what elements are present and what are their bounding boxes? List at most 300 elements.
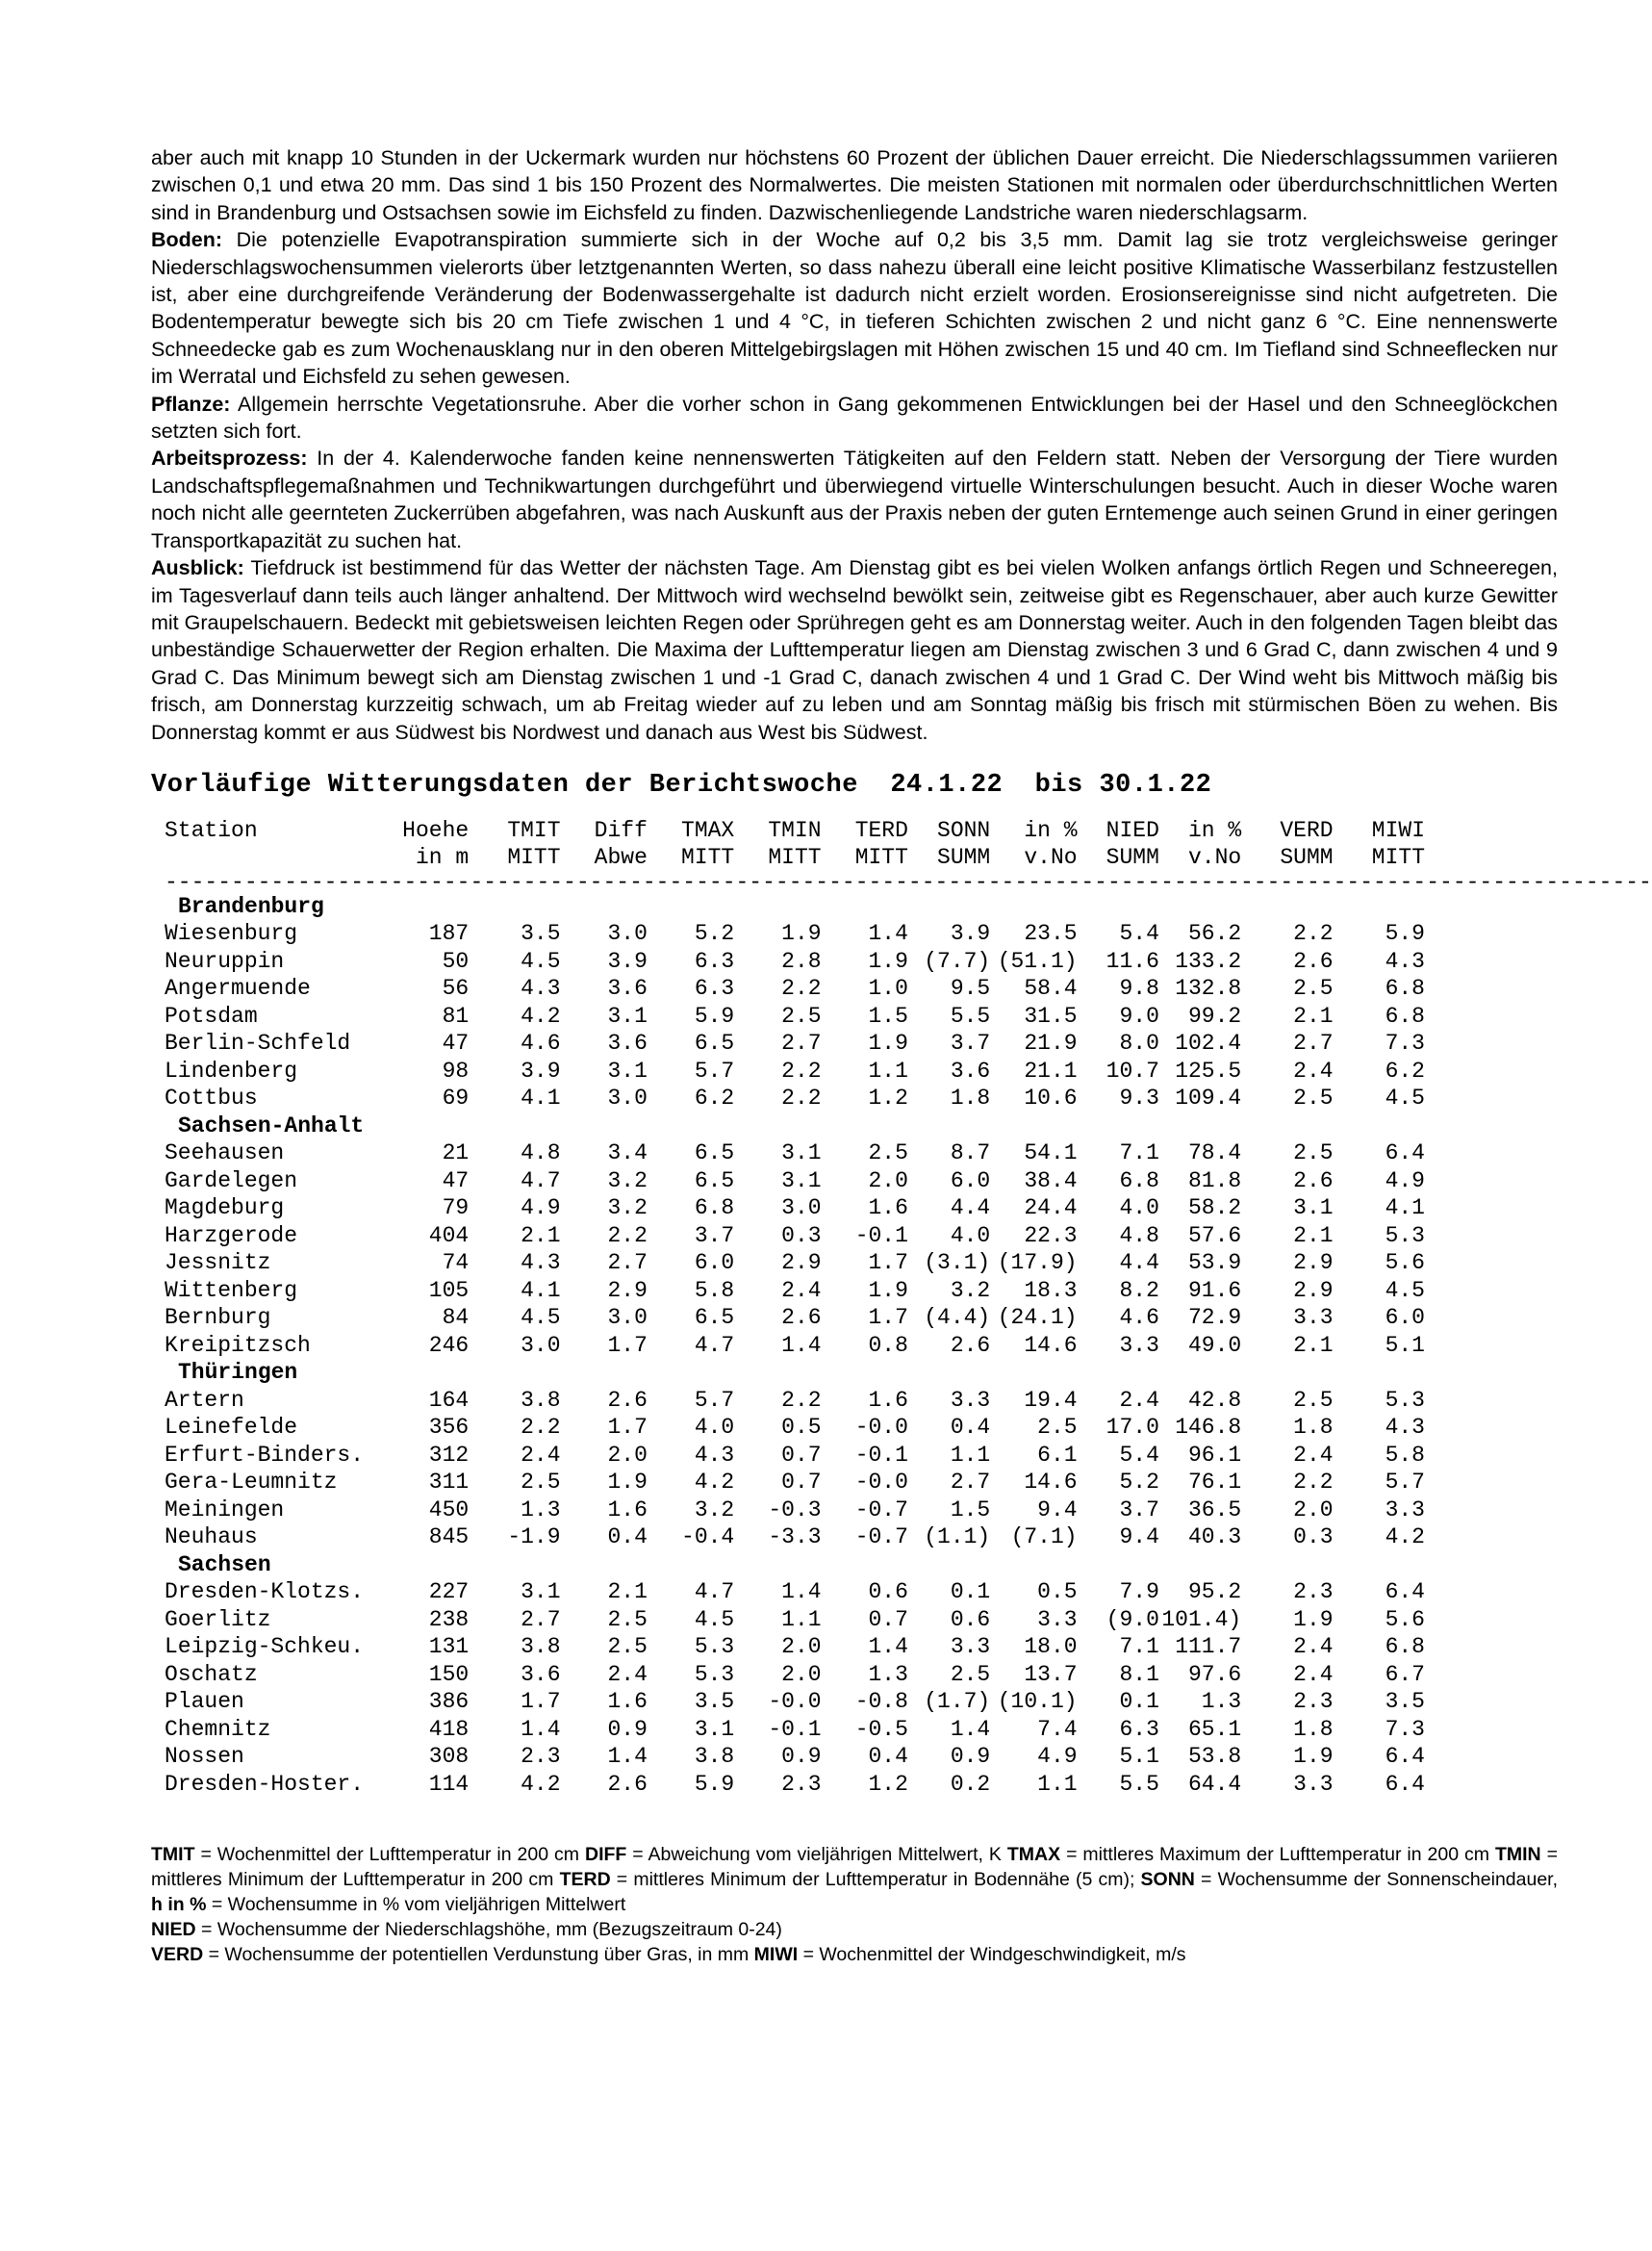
table-row (165, 1414, 1425, 1442)
table-row (165, 1469, 1425, 1496)
cell-tmax: 4.7 (694, 1579, 735, 1605)
cell-terd: -0.7 (854, 1496, 908, 1522)
cell-tmit: 2.4 (521, 1442, 561, 1468)
cell-sonn-pct: 0.5 (1037, 1579, 1078, 1605)
cell-verd: 2.4 (1293, 1058, 1334, 1084)
cell-sonn-pct: 21.1 (1024, 1058, 1078, 1084)
cell-nied-pct: 56.2 (1187, 921, 1242, 947)
column-header-diff: Diff (594, 817, 648, 843)
cell-nied-pct: 132.8 (1175, 976, 1242, 1002)
cell-nied-pct: 133.2 (1175, 948, 1242, 974)
cell-miwi: 3.3 (1385, 1496, 1425, 1522)
cell-diff: 1.6 (607, 1689, 648, 1715)
cell-sonn-pct: 2.5 (1037, 1415, 1078, 1441)
cell-tmit: 4.2 (521, 1003, 561, 1029)
cell-tmin: 1.1 (781, 1606, 822, 1632)
cell-terd: -0.5 (854, 1716, 908, 1742)
cell-sonn-pct: 24.4 (1024, 1195, 1078, 1221)
cell-nied-pct: 125.5 (1175, 1058, 1242, 1084)
cell-tmin: 0.7 (781, 1470, 822, 1496)
text-pflanze: Allgemein herrschte Vegetationsruhe. Aber die vorher schon in Gang gekommenen Entwicklungen bei der Hasel und den Schneeglöckchen setzten sich fort. (151, 392, 1558, 444)
cell-nied: 7.1 (1119, 1634, 1159, 1660)
cell-tmax: 6.5 (694, 1140, 735, 1166)
cell-sonn: 3.2 (950, 1277, 991, 1303)
cell-miwi: 5.7 (1385, 1470, 1425, 1496)
table-row (165, 1442, 1425, 1470)
cell-tmax: 4.7 (694, 1332, 735, 1358)
column-header-sonn-pct: in % (1024, 817, 1078, 843)
cell-station: Dresden-Klotzs. (165, 1579, 365, 1605)
cell-terd: -0.7 (854, 1524, 908, 1550)
cell-hoehe: 311 (428, 1470, 470, 1496)
cell-diff: 1.7 (607, 1415, 648, 1441)
cell-tmin: 3.1 (781, 1140, 822, 1166)
cell-verd: 0.3 (1293, 1524, 1334, 1550)
cell-tmax: 5.9 (694, 1771, 735, 1797)
cell-station: Harzgerode (165, 1222, 298, 1248)
cell-tmin: 2.6 (781, 1305, 822, 1331)
cell-tmax: 5.3 (694, 1634, 735, 1660)
cell-diff: 3.2 (607, 1167, 648, 1193)
legend-line-1 (151, 1842, 1558, 1917)
cell-sonn: 0.1 (950, 1579, 991, 1605)
legend-key-nied: NIED (151, 1919, 196, 1941)
cell-tmit: 3.9 (521, 1058, 561, 1084)
cell-sonn-pct: 18.0 (1024, 1634, 1078, 1660)
paragraph-pflanze (151, 391, 1558, 446)
table-row (165, 1578, 1425, 1606)
table-row (165, 1716, 1425, 1744)
cell-verd: 1.8 (1293, 1716, 1334, 1742)
cell-tmin: 0.5 (781, 1415, 822, 1441)
column-unit-sonn-pct: v.No (1024, 845, 1078, 871)
column-header-miwi: MIWI (1371, 817, 1425, 843)
cell-miwi: 5.6 (1385, 1606, 1425, 1632)
cell-station: Seehausen (165, 1140, 285, 1166)
cell-verd: 2.1 (1293, 1332, 1334, 1358)
cell-sonn: 3.9 (950, 921, 991, 947)
cell-diff: 0.4 (607, 1524, 648, 1550)
cell-diff: 2.0 (607, 1442, 648, 1468)
cell-sonn-pct: (7.1) (1010, 1524, 1078, 1550)
cell-tmax: 3.7 (694, 1222, 735, 1248)
cell-station: Wiesenburg (165, 921, 298, 947)
region-name: Brandenburg (178, 893, 324, 919)
column-unit-nied-pct: v.No (1187, 845, 1242, 871)
cell-tmax: 4.2 (694, 1470, 735, 1496)
cell-sonn-pct: 1.1 (1037, 1771, 1078, 1797)
cell-tmin: 2.2 (781, 1387, 822, 1413)
cell-sonn: 1.5 (950, 1496, 991, 1522)
cell-hoehe: 312 (428, 1442, 470, 1468)
label-pflanze: Pflanze: (151, 392, 231, 416)
column-unit-tmin: MITT (768, 845, 822, 871)
cell-verd: 1.9 (1293, 1606, 1334, 1632)
cell-diff: 3.0 (607, 1305, 648, 1331)
report-text (151, 144, 1558, 746)
column-header-verd: VERD (1280, 817, 1334, 843)
cell-diff: 3.1 (607, 1003, 648, 1029)
cell-station: Leipzig-Schkeu. (165, 1634, 365, 1660)
cell-tmin: 3.0 (781, 1195, 822, 1221)
table-row (165, 1496, 1425, 1524)
cell-nied: 4.8 (1119, 1222, 1159, 1248)
cell-sonn: 0.4 (950, 1415, 991, 1441)
cell-nied: (9.0 (1106, 1606, 1159, 1632)
cell-hoehe: 238 (428, 1606, 470, 1632)
cell-tmin: 1.4 (781, 1579, 822, 1605)
cell-hoehe: 164 (428, 1387, 470, 1413)
cell-sonn-pct: (10.1) (997, 1689, 1078, 1715)
column-unit-terd: MITT (854, 845, 908, 871)
cell-tmin: 2.0 (781, 1634, 822, 1660)
cell-diff: 3.0 (607, 921, 648, 947)
column-header-nied-pct: in % (1187, 817, 1242, 843)
cell-nied: 8.2 (1119, 1277, 1159, 1303)
legend-desc-tmax: = mittleres Maximum der Lufttemperatur in 200 cm (1060, 1844, 1495, 1866)
cell-nied: 6.3 (1119, 1716, 1159, 1742)
table-row (165, 1277, 1425, 1305)
cell-sonn-pct: 9.4 (1037, 1496, 1078, 1522)
table-row (165, 1030, 1425, 1058)
cell-tmax: -0.4 (681, 1524, 735, 1550)
cell-tmit: 4.3 (521, 1250, 561, 1276)
legend (151, 1842, 1558, 1967)
table-row (165, 948, 1425, 976)
cell-tmit: 4.7 (521, 1167, 561, 1193)
cell-hoehe: 150 (428, 1661, 470, 1687)
cell-terd: 1.2 (868, 1771, 908, 1797)
table-row (165, 1085, 1425, 1113)
cell-diff: 2.9 (607, 1277, 648, 1303)
column-unit-tmax: MITT (681, 845, 735, 871)
cell-nied-pct: 53.8 (1187, 1744, 1242, 1770)
table-row (165, 1661, 1425, 1689)
cell-tmin: 1.9 (781, 921, 822, 947)
cell-diff: 3.1 (607, 1058, 648, 1084)
table-separator (165, 872, 1425, 893)
cell-station: Erfurt-Binders. (165, 1442, 365, 1468)
cell-sonn: 0.9 (950, 1744, 991, 1770)
cell-sonn-pct: 18.3 (1024, 1277, 1078, 1303)
cell-nied-pct: 58.2 (1187, 1195, 1242, 1221)
cell-diff: 1.7 (607, 1332, 648, 1358)
cell-diff: 1.4 (607, 1744, 648, 1770)
column-unit-hoehe: in m (415, 845, 470, 871)
cell-sonn-pct: 6.1 (1037, 1442, 1078, 1468)
cell-verd: 2.1 (1293, 1003, 1334, 1029)
cell-nied-pct: 146.8 (1175, 1415, 1242, 1441)
cell-station: Gera-Leumnitz (165, 1470, 338, 1496)
cell-tmit: 3.6 (521, 1661, 561, 1687)
cell-verd: 2.9 (1293, 1250, 1334, 1276)
cell-tmax: 6.8 (694, 1195, 735, 1221)
cell-nied: 8.0 (1119, 1031, 1159, 1057)
legend-key-sonn: SONN (1140, 1869, 1195, 1891)
cell-miwi: 7.3 (1385, 1716, 1425, 1742)
cell-hoehe: 131 (428, 1634, 470, 1660)
cell-verd: 2.3 (1293, 1689, 1334, 1715)
cell-miwi: 6.8 (1385, 1003, 1425, 1029)
cell-nied-pct: 96.1 (1187, 1442, 1242, 1468)
cell-sonn-pct: 38.4 (1024, 1167, 1078, 1193)
cell-station: Potsdam (165, 1003, 258, 1029)
cell-diff: 2.6 (607, 1387, 648, 1413)
legend-key-miwi: MIWI (753, 1944, 799, 1966)
cell-sonn: (7.7) (924, 948, 991, 974)
weather-data-table (165, 817, 1652, 1799)
cell-hoehe: 105 (428, 1277, 470, 1303)
cell-verd: 2.6 (1293, 1167, 1334, 1193)
cell-station: Artern (165, 1387, 244, 1413)
cell-terd: 2.0 (868, 1167, 908, 1193)
cell-tmit: -1.9 (507, 1524, 561, 1550)
cell-hoehe: 69 (442, 1086, 470, 1112)
cell-tmit: 3.5 (521, 921, 561, 947)
report-page (151, 144, 1652, 1967)
cell-hoehe: 418 (428, 1716, 470, 1742)
cell-sonn-pct: 58.4 (1024, 976, 1078, 1002)
cell-terd: 1.9 (868, 948, 908, 974)
cell-miwi: 5.9 (1385, 921, 1425, 947)
cell-tmit: 4.1 (521, 1277, 561, 1303)
cell-terd: 1.3 (868, 1661, 908, 1687)
cell-diff: 1.6 (607, 1496, 648, 1522)
cell-terd: 1.5 (868, 1003, 908, 1029)
cell-hoehe: 187 (428, 921, 470, 947)
cell-nied: 4.4 (1119, 1250, 1159, 1276)
legend-key-sonn-pct: h in % (151, 1894, 207, 1916)
table-row (165, 1003, 1425, 1031)
cell-diff: 3.6 (607, 1031, 648, 1057)
cell-nied: 10.7 (1106, 1058, 1159, 1084)
cell-tmin: -0.1 (768, 1716, 822, 1742)
cell-sonn: 2.7 (950, 1470, 991, 1496)
column-header-tmax: TMAX (681, 817, 735, 843)
cell-hoehe: 79 (442, 1195, 470, 1221)
cell-sonn-pct: 21.9 (1024, 1031, 1078, 1057)
cell-tmax: 5.7 (694, 1387, 735, 1413)
label-boden: Boden: (151, 228, 223, 252)
legend-desc-verd: = Wochensumme der potentiellen Verdunstung über Gras, in mm (203, 1944, 754, 1966)
legend-key-tmit: TMIT (151, 1844, 195, 1866)
cell-miwi: 4.9 (1385, 1167, 1425, 1193)
cell-tmax: 6.2 (694, 1086, 735, 1112)
text-boden: Die potenzielle Evapotranspiration summierte sich in der Woche auf 0,2 bis 3,5 mm. Damit lag sie trotz vergleichsweise geringer Niederschlagswochensummen vielerorts über letztgenannten Werten, so dass nahezu überall eine leicht positive Klimatische Wasserbilanz festzustellen ist, aber eine durchgreifende Veränderung der Bodenwassergehalte ist dadurch nicht erzielt worden. Erosionsereignisse sind nicht aufgetreten. Die Bodentemperatur bewegte sich bis 20 cm Tiefe zwischen 1 und 4 °C, in tieferen Schichten zwischen 2 und nicht ganz 6 °C. Eine nennenswerte Schneedecke gab es zum Wochenausklang nur in den oberen Mittelgebirgslagen mit Höhen zwischen 15 und 40 cm. Im Tiefland sind Schneeflecken nur im Werratal und Eichsfeld zu sehen gewesen. (151, 228, 1558, 389)
cell-miwi: 6.0 (1385, 1305, 1425, 1331)
cell-sonn-pct: 10.6 (1024, 1086, 1078, 1112)
cell-terd: 0.8 (868, 1332, 908, 1358)
table-row (165, 1606, 1425, 1634)
cell-miwi: 6.4 (1385, 1140, 1425, 1166)
cell-tmax: 6.5 (694, 1031, 735, 1057)
cell-station: Bernburg (165, 1305, 271, 1331)
cell-verd: 3.1 (1293, 1195, 1334, 1221)
cell-station: Chemnitz (165, 1716, 271, 1742)
cell-verd: 3.3 (1293, 1305, 1334, 1331)
cell-diff: 2.7 (607, 1250, 648, 1276)
cell-diff: 3.6 (607, 976, 648, 1002)
cell-tmax: 6.5 (694, 1305, 735, 1331)
cell-hoehe: 47 (442, 1167, 470, 1193)
cell-nied: 17.0 (1106, 1415, 1159, 1441)
cell-nied-pct: 91.6 (1187, 1277, 1242, 1303)
table-row (165, 1222, 1425, 1250)
cell-tmax: 3.5 (694, 1689, 735, 1715)
cell-verd: 2.5 (1293, 976, 1334, 1002)
cell-tmit: 4.9 (521, 1195, 561, 1221)
cell-tmax: 3.2 (694, 1496, 735, 1522)
table-row (165, 1743, 1425, 1771)
cell-sonn: (4.4) (924, 1305, 991, 1331)
table-row (165, 975, 1425, 1003)
cell-sonn: 1.4 (950, 1716, 991, 1742)
text-arbeitsprozess: In der 4. Kalenderwoche fanden keine nennenswerten Tätigkeiten auf den Feldern statt. Neben der Versorgung der Tiere wurden Landschaftspflegemaßnahmen und Technikwartungen durchgeführt und überwiegend virtuelle Winterschulungen besucht. Auch in dieser Woche waren noch nicht alle geernteten Zuckerrüben abgefahren, was nach Auskunft aus der Praxis neben der guten Erntemenge auch seinen Grund in einer geringen Transportkapazität zu suchen hat. (151, 447, 1558, 552)
cell-tmit: 4.6 (521, 1031, 561, 1057)
cell-terd: 1.6 (868, 1387, 908, 1413)
cell-verd: 2.1 (1293, 1222, 1334, 1248)
table-row (165, 1332, 1425, 1360)
table-row (165, 1771, 1425, 1799)
cell-tmin: 0.9 (781, 1744, 822, 1770)
cell-station: Meiningen (165, 1496, 285, 1522)
cell-hoehe: 21 (442, 1140, 470, 1166)
table-row (165, 1167, 1425, 1195)
column-unit-nied: SUMM (1106, 845, 1159, 871)
cell-diff: 2.5 (607, 1606, 648, 1632)
cell-nied-pct: 49.0 (1187, 1332, 1242, 1358)
cell-sonn: 5.5 (950, 1003, 991, 1029)
table-body (165, 893, 1425, 1799)
cell-diff: 1.9 (607, 1470, 648, 1496)
cell-verd: 1.8 (1293, 1415, 1334, 1441)
cell-hoehe: 246 (428, 1332, 470, 1358)
table-row (165, 1058, 1425, 1086)
column-header-sonn: SONN (937, 817, 991, 843)
cell-miwi: 6.2 (1385, 1058, 1425, 1084)
cell-verd: 2.7 (1293, 1031, 1334, 1057)
cell-sonn-pct: (24.1) (997, 1305, 1078, 1331)
cell-miwi: 4.5 (1385, 1277, 1425, 1303)
cell-verd: 2.5 (1293, 1387, 1334, 1413)
cell-tmax: 6.3 (694, 948, 735, 974)
cell-diff: 3.2 (607, 1195, 648, 1221)
cell-sonn-pct: 3.3 (1037, 1606, 1078, 1632)
cell-miwi: 5.1 (1385, 1332, 1425, 1358)
paragraph-boden (151, 226, 1558, 390)
cell-station: Berlin-Schfeld (165, 1031, 351, 1057)
cell-diff: 3.4 (607, 1140, 648, 1166)
cell-station: Gardelegen (165, 1167, 298, 1193)
cell-miwi: 4.5 (1385, 1086, 1425, 1112)
cell-terd: 0.7 (868, 1606, 908, 1632)
cell-terd: 1.1 (868, 1058, 908, 1084)
cell-hoehe: 74 (442, 1250, 470, 1276)
cell-tmax: 6.0 (694, 1250, 735, 1276)
cell-miwi: 5.6 (1385, 1250, 1425, 1276)
cell-miwi: 5.3 (1385, 1387, 1425, 1413)
cell-terd: 1.6 (868, 1195, 908, 1221)
column-header-nied: NIED (1106, 817, 1159, 843)
cell-verd: 2.2 (1293, 1470, 1334, 1496)
column-header-terd: TERD (854, 817, 908, 843)
cell-verd: 2.4 (1293, 1634, 1334, 1660)
cell-tmit: 4.3 (521, 976, 561, 1002)
cell-sonn: (1.7) (924, 1689, 991, 1715)
cell-nied-pct: 78.4 (1187, 1140, 1242, 1166)
cell-terd: 1.4 (868, 921, 908, 947)
cell-sonn: 1.1 (950, 1442, 991, 1468)
cell-nied: 4.6 (1119, 1305, 1159, 1331)
cell-miwi: 6.8 (1385, 976, 1425, 1002)
cell-sonn: 3.3 (950, 1387, 991, 1413)
cell-tmin: 2.8 (781, 948, 822, 974)
cell-tmin: 0.7 (781, 1442, 822, 1468)
table-row (165, 1387, 1425, 1415)
cell-terd: 1.9 (868, 1031, 908, 1057)
table-row (165, 1139, 1425, 1167)
cell-nied: 8.1 (1119, 1661, 1159, 1687)
legend-desc-miwi: = Wochenmittel der Windgeschwindigkeit, m/s (798, 1944, 1186, 1966)
cell-nied-pct: 40.3 (1187, 1524, 1242, 1550)
cell-sonn: 8.7 (950, 1140, 991, 1166)
cell-tmax: 4.3 (694, 1442, 735, 1468)
cell-tmin: 2.2 (781, 976, 822, 1002)
cell-terd: 1.9 (868, 1277, 908, 1303)
legend-desc-nied: = Wochensumme der Niederschlagshöhe, mm (Bezugszeitraum 0-24) (195, 1919, 782, 1941)
cell-miwi: 6.4 (1385, 1771, 1425, 1797)
cell-station: Cottbus (165, 1086, 258, 1112)
cell-sonn: 2.5 (950, 1661, 991, 1687)
cell-nied: 4.0 (1119, 1195, 1159, 1221)
column-unit-diff: Abwe (594, 845, 648, 871)
cell-nied: 9.4 (1119, 1524, 1159, 1550)
column-unit-sonn: SUMM (937, 845, 991, 871)
cell-diff: 0.9 (607, 1716, 648, 1742)
cell-nied-pct: 64.4 (1187, 1771, 1242, 1797)
cell-nied-pct: 95.2 (1187, 1579, 1242, 1605)
cell-station: Neuruppin (165, 948, 285, 974)
cell-nied-pct: 36.5 (1187, 1496, 1242, 1522)
cell-sonn-pct: 13.7 (1024, 1661, 1078, 1687)
cell-nied-pct: 109.4 (1175, 1086, 1242, 1112)
cell-nied-pct: 65.1 (1187, 1716, 1242, 1742)
cell-verd: 2.5 (1293, 1140, 1334, 1166)
legend-desc-sonn: = Wochensumme der Sonnenscheindauer, (1194, 1869, 1559, 1891)
text-ausblick: Tiefdruck ist bestimmend für das Wetter der nächsten Tage. Am Dienstag gibt es bei vielen Wolken anfangs örtlich Regen und Schneeregen, im Tagesverlauf dann teils auch länger anhaltend. Der Mittwoch wird wechselnd bewölkt sein, zeitweise gibt es Regenschauer, aber auch kurze Gewitter mit Graupelschauern. Bedeckt mit gebietsweisen leichten Regen oder Sprühregen geht es am Donnerstag weiter. Auch in den folgenden Tagen bleibt das unbeständige Schauerwetter der Region erhalten. Die Maxima der Lufttemperatur liegen am Dienstag zwischen 3 und 6 Grad C, dann zwischen 4 und 9 Grad C. Das Minimum bewegt sich am Dienstag zwischen 1 und -1 Grad C, danach zwischen 4 und 1 Grad C. Der Wind weht bis Mittwoch mäßig bis frisch, am Donnerstag kurzzeitig schwach, um ab Freitag wieder auf zu leben und am Sonntag mäßig bis frisch mit stürmischen Böen zu wehen. Bis Donnerstag kommt er aus Südwest bis Nordwest und danach aus West bis Südwest. (151, 556, 1558, 744)
cell-tmit: 2.2 (521, 1415, 561, 1441)
cell-tmax: 4.0 (694, 1415, 735, 1441)
cell-tmin: -0.3 (768, 1496, 822, 1522)
cell-station: Plauen (165, 1689, 244, 1715)
cell-tmin: 2.5 (781, 1003, 822, 1029)
region-header-row (165, 1113, 1425, 1140)
legend-line-3 (151, 1942, 1558, 1967)
cell-sonn: 0.2 (950, 1771, 991, 1797)
cell-hoehe: 56 (442, 976, 470, 1002)
paragraph-ausblick (151, 554, 1558, 746)
cell-tmin: 2.2 (781, 1058, 822, 1084)
cell-nied-pct: 76.1 (1187, 1470, 1242, 1496)
cell-sonn-pct: 14.6 (1024, 1470, 1078, 1496)
cell-miwi: 4.3 (1385, 1415, 1425, 1441)
cell-tmax: 5.9 (694, 1003, 735, 1029)
cell-station: Oschatz (165, 1661, 258, 1687)
cell-tmin: 2.7 (781, 1031, 822, 1057)
cell-hoehe: 356 (428, 1415, 470, 1441)
cell-tmit: 4.2 (521, 1771, 561, 1797)
cell-nied-pct: 42.8 (1187, 1387, 1242, 1413)
